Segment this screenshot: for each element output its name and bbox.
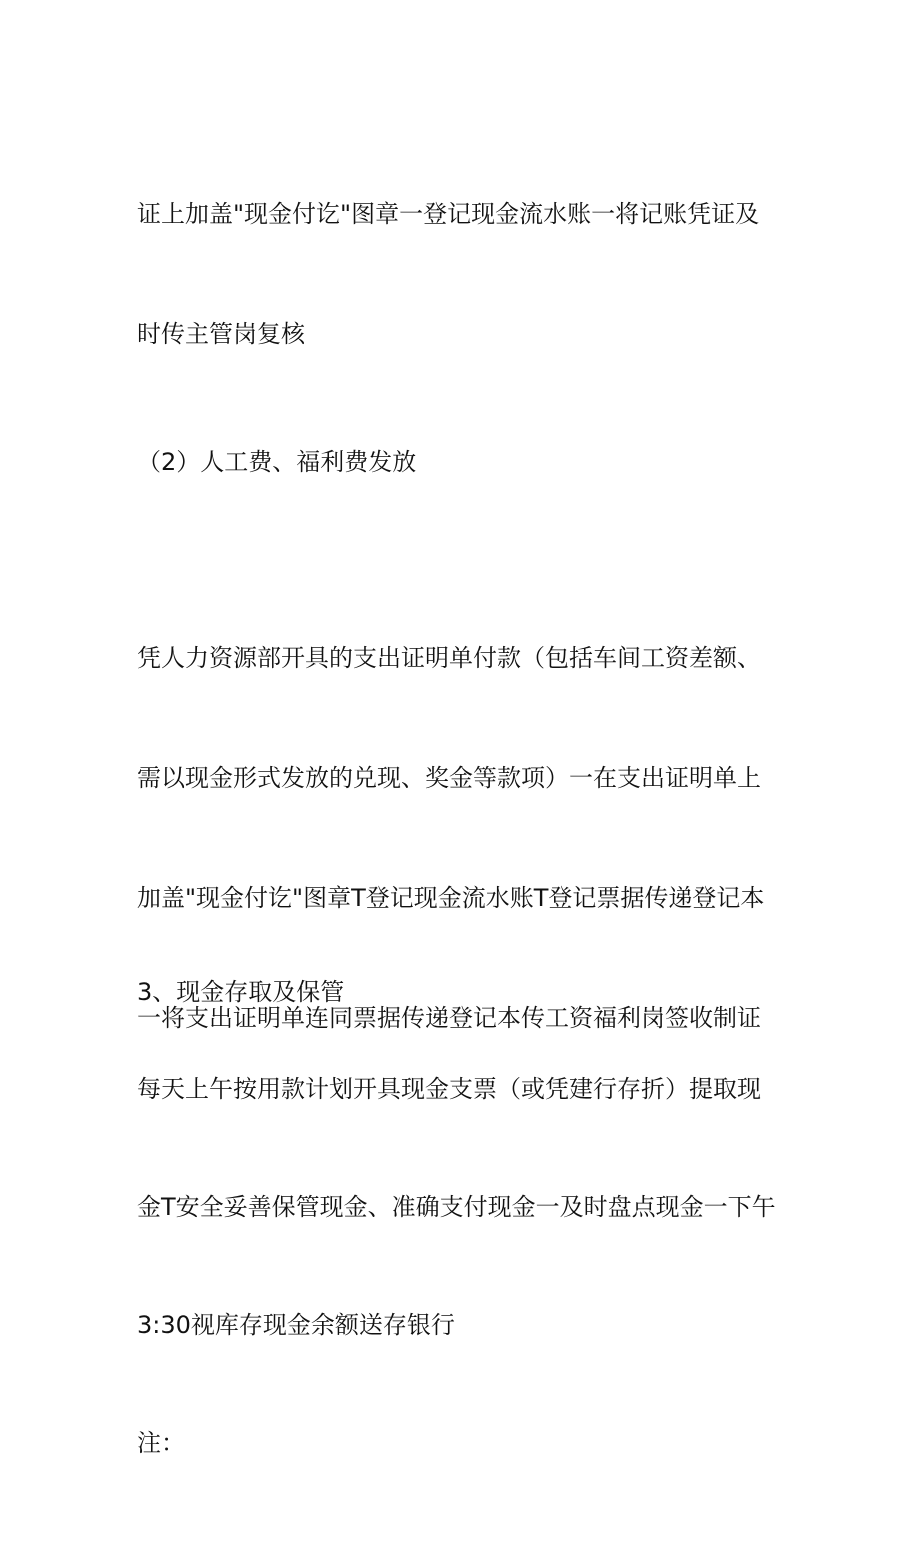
section-heading-labor-welfare bbox=[137, 362, 797, 562]
text-line: 金T安全妥善保管现金、准确支付现金一及时盘点现金一下午 bbox=[137, 1193, 776, 1221]
text-line: 每天上午按用款计划开具现金支票（或凭建行存折）提取现 bbox=[137, 1075, 761, 1103]
text-line: 时传主管岗复核 bbox=[137, 320, 305, 348]
text-line: 需以现金形式发放的兑现、奖金等款项）一在支出证明单上 bbox=[137, 764, 761, 792]
note-label: 注： bbox=[137, 1429, 185, 1457]
text-line: 证上加盖"现金付讫"图章一登记现金流水账一将记账凭证及 bbox=[137, 200, 760, 228]
paragraph-daily-cash bbox=[137, 990, 797, 1542]
text-line: 3:30视库存现金余额送存银行 bbox=[137, 1311, 455, 1339]
heading-text: 3、现金存取及保管 bbox=[137, 978, 345, 1006]
text-line: 加盖"现金付讫"图章T登记现金流水账T登记票据传递登记本 bbox=[137, 884, 765, 912]
heading-text: （2）人工费、福利费发放 bbox=[137, 448, 417, 476]
text-line: 凭人力资源部开具的支出证明单付款（包括车间工资差额、 bbox=[137, 644, 761, 672]
text-line: 一将支出证明单连同票据传递登记本传工资福利岗签收制证 bbox=[137, 1004, 761, 1032]
